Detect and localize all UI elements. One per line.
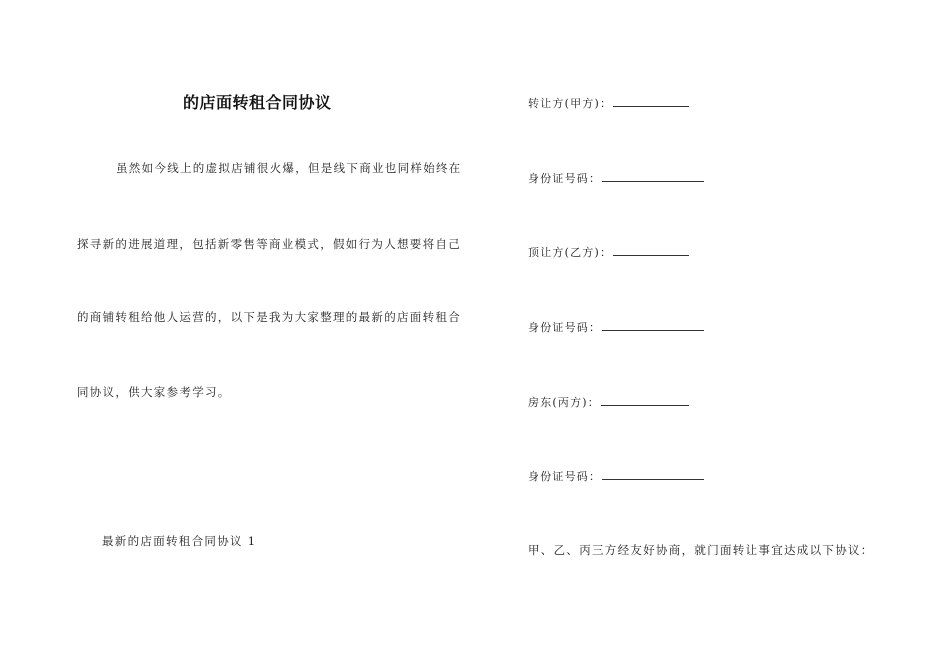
fill-in-blank[interactable] bbox=[602, 467, 704, 480]
intro-paragraph-line-3: 的商铺转租给他人运营的，以下是我为大家整理的最新的店面转租合 bbox=[77, 310, 461, 324]
field-label: 身份证号码： bbox=[528, 321, 602, 334]
fill-in-blank[interactable] bbox=[601, 393, 689, 406]
field-transferee bbox=[528, 243, 689, 260]
intro-paragraph-line-4: 同协议，供大家参考学习。 bbox=[77, 385, 231, 399]
fill-in-blank[interactable] bbox=[613, 94, 689, 107]
fill-in-blank[interactable] bbox=[613, 243, 689, 256]
field-label: 顶让方(乙方)： bbox=[528, 246, 613, 259]
intro-paragraph-line-1: 虽然如今线上的虚拟店铺很火爆，但是线下商业也同样始终在 bbox=[116, 161, 462, 175]
fill-in-blank[interactable] bbox=[602, 318, 704, 331]
intro-paragraph-line-2: 探寻新的进展道理，包括新零售等商业模式，假如行为人想要将自己 bbox=[77, 237, 461, 251]
field-id-number-transferor bbox=[528, 169, 704, 186]
field-id-number-landlord bbox=[528, 467, 704, 484]
field-label: 身份证号码： bbox=[528, 470, 602, 483]
field-label: 身份证号码： bbox=[528, 172, 602, 185]
field-label: 房东(丙方)： bbox=[528, 396, 600, 409]
field-transferor bbox=[528, 94, 689, 111]
fill-in-blank[interactable] bbox=[602, 169, 704, 182]
field-label: 转让方(甲方)： bbox=[528, 97, 613, 110]
field-landlord bbox=[528, 393, 689, 410]
agreement-statement: 甲、乙、丙三方经友好协商，就门面转让事宜达成以下协议： bbox=[528, 543, 874, 557]
section-heading: 最新的店面转租合同协议 1 bbox=[102, 534, 257, 548]
document-title: 的店面转租合同协议 bbox=[183, 93, 332, 112]
field-id-number-transferee bbox=[528, 318, 704, 335]
